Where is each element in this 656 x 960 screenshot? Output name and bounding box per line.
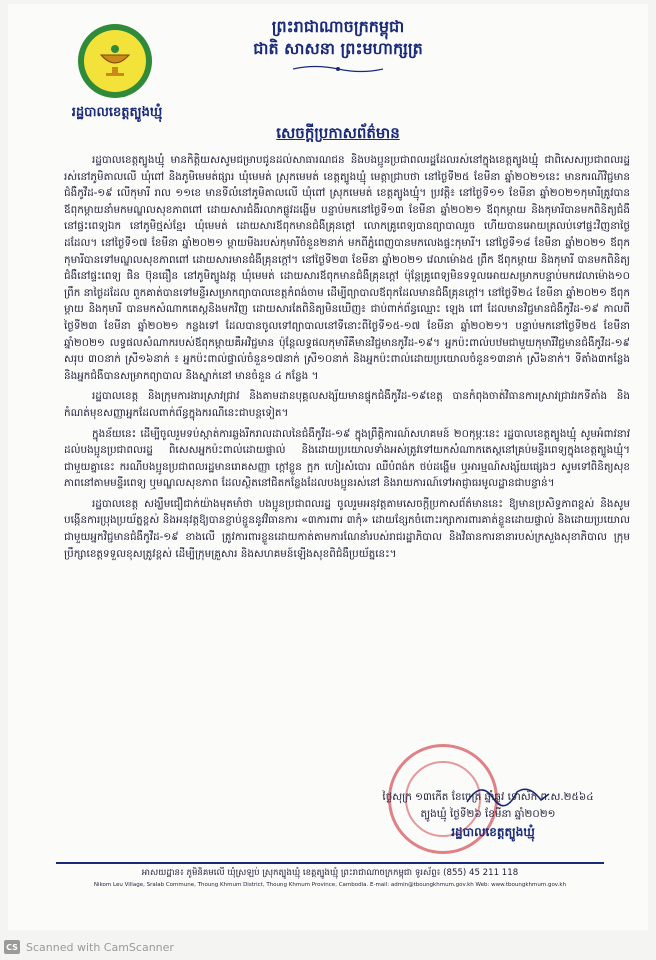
document-page [8,4,648,930]
provincial-emblem-logo [78,24,152,98]
document-title: សេចក្តីប្រកាសព័ត៌មាន [276,124,400,142]
footer-address-khmer: អាសយដ្ឋាន៖ ភូមិនិគមលើ ឃុំស្រឡប់ ស្រុកត្បូងឃ្មុំ ខេត្តត្បូងឃ្មុំ ព្រះរាជាណាចក្រកម្ពុជា ទូរស័ព្ទ៖ (855) 45 211 118 [141,868,519,878]
document-body [64,152,630,566]
camscanner-label: Scanned with CamScanner [26,940,174,954]
agency-name: រដ្ឋបាលខេត្តត្បូងឃ្មុំ [71,105,163,120]
golden-bowl-icon [95,41,135,81]
lunar-date: ថ្ងៃសុក្រ ១៣កើត ខែចេត្រ ឆ្នាំឆ្លូវ ទោស័ក ព.ស.២៥៦៤ [382,791,594,803]
paragraph-case-details: រដ្ឋបាលខេត្តត្បូងឃ្មុំ មានកិត្តិយសសូមជម្រាបជូនដល់សាធារណជន និងបងប្អូនប្រជាពលរដ្ឋដែលរស់នៅក្នុងខេត្តត្បូងឃ្មុំ ជាពិសេសប្រជាពលរដ្ឋរស់នៅភូមិតាលលើ ឃុំពៅ និងភូមិមេមត់ផ្សារ ឃុំមេមត់ ស្រុកមេមត់ ខេត្តត្បូងឃ្មុំ មេត្តាជ្រាបថា នៅថ្ងៃទី២៥ ខែមីនា ឆ្នាំ២០២១នេះ មានករណីវិជ្ជមានជំងឺកូវីដ-១៩ លើកុមារី រាល ១១ខេ មានទីលំនៅភូមិតាលលើ ឃុំពៅ ស្រុកមេមត់ ខេត្តត្បូងឃ្មុំ។ ប្រវត្តិ៖ នៅថ្ងៃទី១១ ខែមីនា ឆ្នាំ២០២១កុមារីត្រូវបានឪពុកម្ដាយនាំមកមណ្ឌលសុខភាពពៅ ដោយសារជំងឺរលាកផ្លូវដង្ហើម បន្ទាប់មកនៅថ្ងៃទី១៣ ខែមីនា ឆ្នាំ២០២១ ឪពុកម្ដាយ និងកុមារីបានមកពិនិត្យជំងឺនៅផ្ទះពេទ្យឯក នៅភូមិថ្មស់ខ្មែរ ឃុំមេមត់ ដោយសារឪពុកមានជំងឺគ្រុនក្ដៅ លោកគ្រូពេទ្យបានព្យាបាលរួច ហើយបានអោយត្រលប់ទៅផ្ទះវិញនាថ្ងៃដដែល។ នៅថ្ងៃទី១៧ ខែមីនា ឆ្នាំ២០២១ ម្ដាយមីងរបស់កុមារីចំនួន២នាក់ មកពីភ្នំពេញបានមកលេងផ្ទះកុមារី។ នៅថ្ងៃទី១៨ ខែមីនា ឆ្នាំ២០២១ ឪពុកកុមារីបានទៅមណ្ឌលសុខភាពពៅ ដោយសារមានជំងឺគ្រុនក្ដៅ។ នៅថ្ងៃទី២៣ ខែមីនា ឆ្នាំ២០២១ វេលាម៉ោង៥ ព្រឹក ឪពុកម្ដាយ និងកុមារី បានមកពិនិត្យជំងឺនៅផ្ទះពេទ្យ ផិន ប៊ុនធឿន នៅភូមិត្បូងវត្ត ឃុំមេមត់ ដោយសារឪពុកមានជំងឺគ្រុនក្ដៅ ប៉ុន្តែគ្រូពេទ្យមិនទទួលអោយសម្រាកបន្ទាប់មកវេលាម៉ោង១០ ព្រឹក នាថ្ងៃដដែល ពួកគាត់បានទៅមន្ទីរសម្រាកព្យាបាលខេត្តកំពង់ចាម ដើម្បីព្យាបាលឪពុកដែលមានជំងឺគ្រុនក្ដៅ។ នៅថ្ងៃទី២៤ ខែមីនា ឆ្នាំ២០២១ ឪពុកម្ដាយ និងកុមារី បានមកសំណាកតេស្តនិងមកវិញ ដោយសារតែពិនិត្យមិនឃើញ៖ ជាប់ពាក់ព័ន្ធឈ្មោះ ឡេង ពៅ ដែលមានវិជ្ជមានជំងឺកូវីដ-១៩ កាលពីថ្ងៃទី២៣ ខែមីនា ឆ្នាំ២០២១ កន្លងទៅ ដែលបានចូលទៅព្យាបាលនៅទីនោះពីថ្ងៃទី១៥-១៧ ខែមីនា ឆ្នាំ២០២១។ បន្ទាប់មកនៅថ្ងៃទី២៥ ខែមីនា ឆ្នាំ២០២១ លទ្ធផលសំណាករបស់ឪពុកម្ដាយគឺអវិជ្ជមាន ប៉ុន្តែលទ្ធផលកុមារីគឺមានវិជ្ជមានកូវីដ-១៩។ អ្នកប៉ះពាល់បឋមជាមួយកុមារីវិជ្ជមានជំងឺកូវីដ-១៩ សរុប ៣០នាក់ ស្រី១៦នាក់ ៖ អ្នកប៉ះពាល់ផ្ទាល់ចំនួន១៧នាក់ ស្រី១០នាក់ និងអ្នកប៉ះពាល់ដោយប្រយោលចំនួន១៣នាក់ ស្រី៦នាក់។ ទីតាំង៣កន្លែង និងអ្នកជំងឺបានសម្រាកព្យាបាល និងស្នាក់នៅ មានចំនួន ៤ កន្លែង ។ [64,154,630,382]
date-block [358,789,618,823]
footer-address-english: Nikom Leu Village, Sralab Commune, Thoung Khmum District, Thoung Khmum Province, Cambodia. E-mail: admin@tboungkhmum.gov.kh Web: www.tboungkhmum.gov.kh [93,882,567,888]
paragraph-closing: រដ្ឋបាលខេត្ត សង្ឃឹមជឿជាក់យ៉ាងមុតមាំថា បងប្អូនប្រជាពលរដ្ឋ ចូលរួមអនុវត្តតាមសេចក្តីប្រកាសព័ត៌មាននេះ ឱ្យមានប្រសិទ្ធភាពខ្ពស់ និងសូមបង្កើនការប្រុងប្រយ័ត្នខ្ពស់ និងអនុវត្តឱ្យបានខ្ជាប់ខ្ជួននូវវិធានការ «៣ការពារ ៣កុំ» ដោយខ្សែកចំពោះរក្សាការពារគាត់ខ្លួនដោយផ្ទាល់ និងដោយប្រយោលជាមួយអ្នកវិជ្ជមានជំងឺកូវីដ-១៩ ខាងលើ ត្រូវការពារខ្លួនដោយកាត់តាមការណែនាំរបស់រាជរដ្ឋាភិបាល និងវិធានការនានារបស់ក្រសួងសុខាភិបាល ក្រុមប្រឹក្សាខេត្តទទួលខុសត្រូវខ្ពស់ ដើម្បីក្រុមគ្រួសារ និងសហគមន៍ឡើងសុខពិជំងឺប្រយ័ត្ននេះ។ [64,497,630,560]
paragraph-investigation: រដ្ឋបាលខេត្ត និងក្រុមការងារស្រាវជ្រាវ និងតាមដានបុគ្គលសង្ស័យមានផ្ទុកជំងឺកូវីដ-១៩ខេត្ត បានកំពុងចាត់វិធានការស្រាវជ្រាវរកទីតាំង និងកំណត់មុខសញ្ញាអ្នកដែលពាក់ព័ន្ធក្នុងករណីនេះជាបន្តទៀត។ [64,390,630,419]
signer-name: រដ្ឋបាលខេត្តត្បូងឃ្មុំ [451,825,535,839]
solar-date: ត្បូងឃ្មុំ ថ្ងៃទី២៦ ខែមីនា ឆ្នាំ២០២១ [420,808,556,820]
national-motto: ជាតិ សាសនា ព្រះមហាក្សត្រ [253,39,423,58]
camscanner-logo-icon: CS [4,940,20,954]
kingdom-header [238,16,438,60]
camscanner-watermark [4,938,174,956]
paragraph-appeal: ក្នុងន័យនេះ ដើម្បីចូលរួមទប់ស្កាត់ការឆ្លងរីករាលដាលនៃជំងឺកូវីដ-១៩ ក្នុងព្រឹត្តិការណ៍សហគមន៍ ២០កុម្ភៈនេះ រដ្ឋបាលខេត្តត្បូងឃ្មុំ សូមអំពាវនាវដល់បងប្អូនប្រជាពលរដ្ឋ ពិសេសអ្នកប៉ះពាល់ដោយផ្ទាល់ និងដោយប្រយោលទាំងអស់ត្រូវទៅយកសំណាកតេស្តនៅគ្រប់មន្ទីរពេទ្យក្នុងខេត្តត្បូងឃ្មុំ។ ជាមួយគ្នានេះ ករណីបងប្អូនប្រជាពលរដ្ឋមានរោគសញ្ញា ក្ដៅខ្លួន ក្អក ហៀរសំបោរ ឈឺបំពង់ក ថប់ដង្ហើម ឬអារម្មណ៍សង្ស័យផ្សេងៗ សូមទៅពិនិត្យសុខភាពនៅតាមមន្ទីរពេទ្យ ឬមណ្ឌលសុខភាព ដែលស្ថិតនៅជិតកន្លែងដែលបងប្អូនរស់នៅ និងរាយការណ៍ទៅអាជ្ញាធរមូលដ្ឋានជាបន្ទាន់។ [64,427,630,490]
footer-divider [56,862,604,864]
header-ornament-icon [293,64,383,74]
kingdom-title: ព្រះរាជាណាចក្រកម្ពុជា [271,17,405,36]
